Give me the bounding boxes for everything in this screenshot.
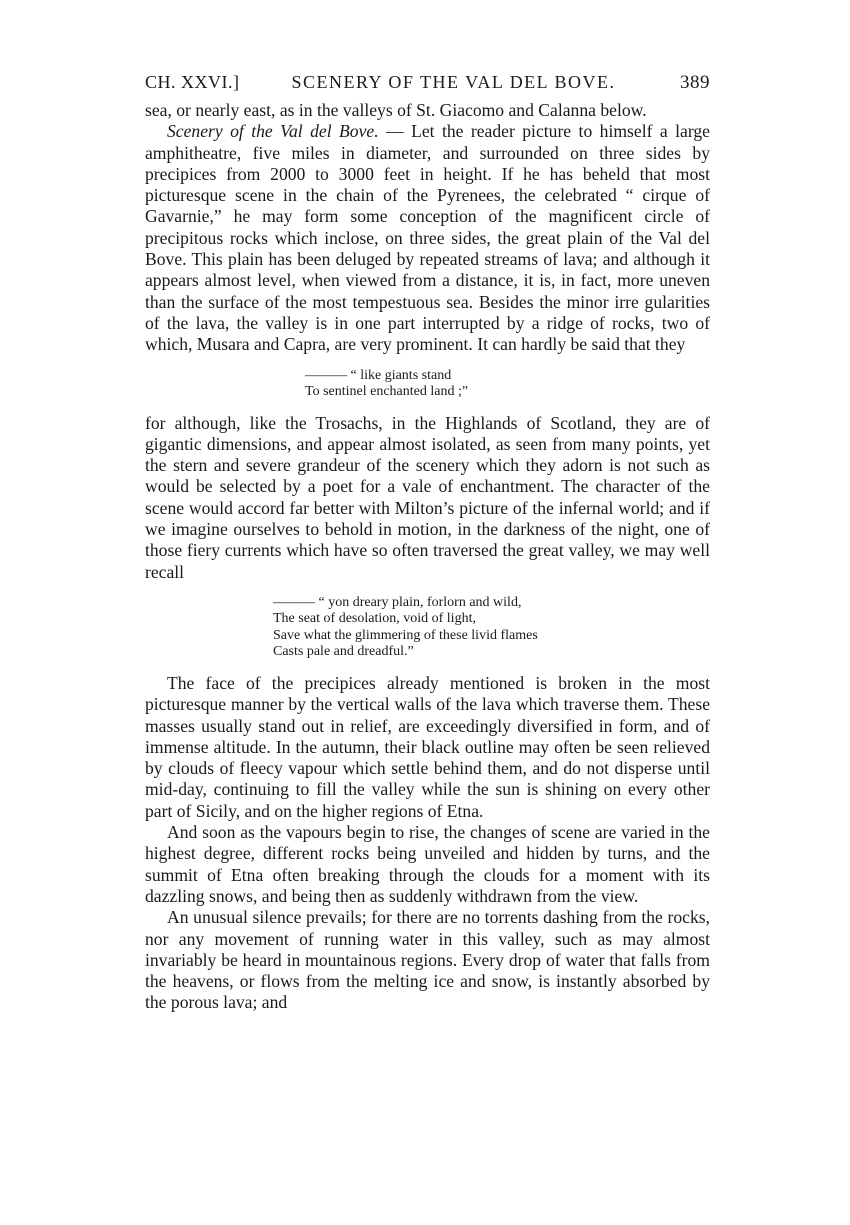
paragraph-6: An unusual silence prevails; for there are no torrents dashing from the rocks, nor any movement of running water in this valley, such as may almost invariably be heard in mountainous regions. Every drop of water that falls from the heavens, or flows from the melting ice and snow, is instantly absorbed by the porous lava; and — [145, 907, 710, 1013]
page-title: SCENERY OF THE VAL DEL BOVE. — [291, 72, 616, 92]
paragraph-3: for although, like the Trosachs, in the Highlands of Scotland, they are of gigantic dimensions, and appear almost isolated, as seen from many points, yet the stern and severe grandeur of the scenery which they adorn is not such as would be selected by a poet for a vale of enchantment. The character of the scene would accord far better with Milton’s picture of the infernal world; and if we imagine ourselves to behold in motion, in the darkness of the night, one of those fiery currents which have so often traversed the great valley, we may well recall — [145, 412, 710, 582]
verse-line: The seat of desolation, void of light, — [273, 611, 476, 627]
verse-line: Save what the glimmering of these livid flames — [273, 627, 538, 643]
verse-line: Casts pale and dreadful.” — [273, 644, 414, 660]
verse-line: To sentinel enchanted land ;” — [305, 384, 469, 400]
section-heading: Scenery of the Val del Bove. — [167, 121, 379, 142]
verse-quote-2 — [145, 595, 710, 661]
paragraph-2-text: — Let the reader picture to himself a large amphitheatre, five miles in diameter, and surrounded on three sides by precipices from 2000 to 3000 feet in height. If he has beheld that most picturesque scene in the chain of the Pyrenees, the celebrated “ cirque of Gavarnie,” he may form some conception of the magnificent circle of precipitous rocks which inclose, on three sides, the great plain of the Val del Bove. This plain has been deluged by repeated streams of lava; and although it appears almost level, when viewed from a distance, it is, in fact, more uneven than the surface of the most tempestuous sea. Besides the minor irre gularities of the lava, the valley is in one part interrupted by a ridge of rocks, two of which, Musara and Capra, are very prominent. It can hardly be said that they — [145, 121, 710, 355]
body-text — [145, 100, 710, 1014]
verse-line: ——— “ yon dreary plain, forlorn and wild, — [273, 594, 522, 610]
page-number: 389 — [680, 72, 710, 93]
chapter-label: CH. XXVI.] — [145, 72, 240, 92]
paragraph-1: sea, or nearly east, as in the valleys of St. Giacomo and Calanna below. — [145, 100, 647, 120]
paragraph-2 — [145, 121, 710, 355]
verse-quote-1 — [145, 368, 710, 401]
paragraph-5: And soon as the vapours begin to rise, the changes of scene are varied in the highest degree, different rocks being unveiled and hidden by turns, and the summit of Etna often breaking through the clouds for a moment with its dazzling snows, and being then as suddenly withdrawn from the view. — [145, 822, 710, 906]
running-head — [145, 72, 710, 94]
verse-line: ——— “ like giants stand — [305, 367, 452, 383]
paragraph-4: The face of the precipices already mentioned is broken in the most picturesque manner by the vertical walls of the lava which traverse them. These masses usually stand out in relief, are exceedingly diversified in form, and of immense altitude. In the autumn, their black outline may often be seen relieved by clouds of fleecy vapour which settle behind them, and do not disperse until mid-day, continuing to fill the valley while the sun is shining on every other part of Sicily, and on the higher regions of Etna. — [145, 672, 710, 821]
